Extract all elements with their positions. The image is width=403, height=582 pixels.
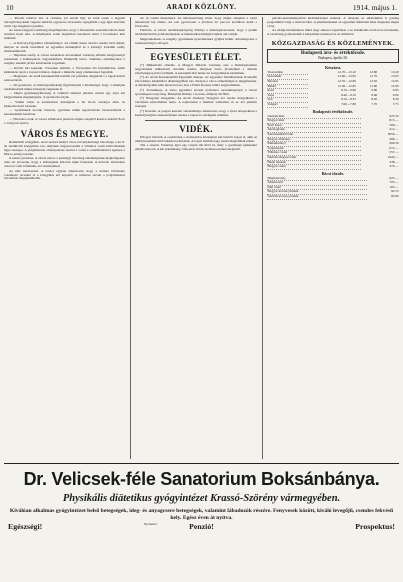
table-cell: 7.60—7.80: [341, 101, 356, 106]
news-paragraph: Az ülés határozatai. A tanács egyben elhatározta, hogy a kórház bővítésére vonatkozó terveket is a közgyűlés elé terjeszti. A részletes tervek a polgármesteri hivatalban megtekinthetők.: [4, 168, 125, 181]
table-cell: 13.20: [391, 70, 399, 75]
news-paragraph: — Megjelent. Az aradi kereskedelmi testület évi jelentése megjelent s a tagok között szétosztották.: [4, 74, 125, 83]
column-3: [267, 17, 399, 459]
table-cell: 669.50: [389, 141, 399, 146]
table-cell: Államvasút: [267, 181, 367, 186]
news-paragraph: — Népzenei estély. A városi zeneiskola növendékei vasárnap délután hangversenyt rendeznek a Kultúrpalota nagytermében. Belépődíj nincs, önkéntes adományokat a szegény tanulók javára köszönettel fogadnak.: [4, 53, 125, 66]
table-cell: 13.05: [391, 74, 399, 79]
printer-mark: Nyomatott: [144, 522, 157, 526]
table-cell: 557.—: [389, 150, 399, 155]
news-paragraph: (*) Tornaünnep. A torna egyesület tavaszi nyilvános tornaünnepélyét a városi sporttelepen tartja meg. Belépődíj ülőhely 1 korona, állóhely 40 fillér.: [135, 87, 257, 96]
table-cell: 82.55: [391, 189, 399, 194]
table-cell: 703.—: [389, 180, 399, 185]
news-paragraph: (*) Műkedvelő előadás. A Magyar Dalárda vasárnap este a Kultúrpalotában nagyszabású műkedvelő előadást rendez, melynek tiszta jövedelmét a dalárda zászlóalapja javára fordítják. A szereplők már hetek óta szorgalmasan készülnek.: [135, 62, 257, 75]
news-paragraph: Az eddigi kirándulások mind nagy sikerrel végződtek, s az érdeklődés évről-évre növekszik. A vezetőség gondoskodik a kényelmes utazásról és az ellátásról.: [267, 28, 399, 37]
ad-footer-left: Egészségi!: [8, 522, 43, 531]
vienna-row: [267, 195, 399, 200]
table-cell: Pestvidéki: [267, 75, 308, 80]
ad-subtitle: Physikális diätetikus gyógyintézet Krassó-Szörény vármegyében.: [62, 493, 341, 504]
table-cell: 12.95: [391, 79, 399, 83]
news-paragraph: Elfogott betörők. A csendőrség a szomszédos községben két betörőt fogott el, akik az utóbbi hetekben több lakásba behatoltak. A lopott holmik nagy részét megtalálták náluk.: [135, 134, 257, 143]
table-cell: Tiszavidéki: [267, 71, 308, 75]
stock-row: [267, 165, 399, 170]
news-paragraph: Tűz a tanyán. Vasárnap éjjel egy tanyán tűz ütött ki, mely a gazdasági épületeket elhamvasztotta. A kár jelentékeny, biztosítás révén azonban részben megtérül.: [135, 143, 257, 152]
table-cell: Pesti hazai: [267, 123, 361, 128]
grain-row: [267, 102, 399, 107]
table-cell: Magyar hitel: [267, 119, 361, 124]
table-cell: Magyar korona járadék: [267, 190, 367, 195]
table-cell: Magyar általános: [267, 137, 361, 142]
news-paragraph: — Pécsett rablóvá lett. A csöndes, jól nevelt ifjú, ki évek során a legjobb bizonyítványokkal végezte iskoláit, egyszerre elvesztette nyugalmát s egy éjjel álarcban rátört egy magányos gazdára.: [4, 17, 125, 28]
table-cell: 12.80: [369, 70, 378, 75]
table-cell: 12.55—12.90: [337, 79, 356, 83]
ad-footer-row: [8, 522, 395, 540]
table-cell: 438.—: [389, 159, 399, 164]
exchange-box: [267, 49, 399, 63]
table-cell: Árpa: [267, 93, 308, 98]
table-cell: Osztrák korona járadék: [267, 195, 367, 200]
news-paragraph: — Kiváló hírt kaptunk. Városunk szülötte, a fővárosban élő festőművész, ismét kitüntetést nyert a tavaszi tárlaton. Képeit a műértők nagy elismeréssel fogadták.: [4, 65, 125, 74]
page-number: 10: [6, 3, 14, 12]
table-cell: Salgótarjáni: [267, 146, 361, 151]
table-cell: Jelzálogbank: [267, 128, 361, 133]
column-2-section1-paragraphs: [135, 64, 257, 118]
table-cell: 12.65: [369, 79, 378, 83]
table-cell: 672.—: [389, 145, 399, 150]
section-title-egyesuleti: EGYESÜLETI ÉLET.: [150, 51, 242, 62]
section-title-videk: VIDÉK.: [179, 123, 213, 134]
section-title-varos: VÁROS ÉS MEGYE.: [20, 128, 109, 139]
table-cell: Tengeri: [267, 102, 308, 107]
table-cell: 3950.—: [387, 131, 399, 136]
table-cell: Magyar cukor: [267, 165, 361, 170]
table-cell: 12.50—12.85: [337, 83, 356, 88]
newspaper-title: ARADI KÖZLÖNY.: [166, 3, 237, 11]
exchange-box-title: Budapesti áru- és értéktőzsde.: [300, 51, 366, 57]
table-cell: 566.—: [389, 122, 399, 127]
table-cell: 8.30: [392, 97, 399, 102]
table-cell: Rimamurányi: [267, 142, 361, 147]
stock-price-table: [267, 115, 399, 170]
column-2-section2-paragraphs: [135, 136, 257, 152]
table-cell: 412.—: [389, 127, 399, 132]
divider: [145, 120, 247, 121]
column-1: [4, 17, 125, 459]
table-cell: 498.—: [389, 136, 399, 141]
news-paragraph: A tanács javaslata. A városi tanács a pénzügyi bizottság véleményének meghallgatása után azt javasolja, hogy a költségeket kölcsön útján fedezzék. A kölcsön törlesztése ötven év alatt történnék, évi részletekben.: [4, 156, 125, 169]
table-cell: 8.40—9.10: [341, 92, 356, 97]
news-paragraph: Felhívás. A városi rendőrkapitányság felhívja a háztulajdonosokat, hogy a járdák tisztántartásáról gondoskodjanak. A mulasztókat kihágási eljárás alá vonják.: [135, 28, 257, 37]
table-cell: 12.70—13.10: [337, 70, 356, 75]
ad-description: Kiválóan alkalmas gyógyintézet belső betegségek, ideg- és anyagcsere betegségek, valamint lábadozók részére. Fenyvesek között, kiváló levegőjű, csendes fekvésű hely. Egész éven át nyitva.: [9, 508, 394, 521]
exchange-box-dateline: Budapest, április 30.: [318, 56, 348, 61]
ad-footer-center: Penzió!: [189, 522, 214, 531]
column-divider: [130, 17, 131, 459]
table-cell: 9.00: [392, 92, 399, 97]
table-cell: Bánáti: [267, 84, 308, 89]
table-cell: 103.—: [389, 184, 399, 189]
table-cell: 82.60: [391, 194, 399, 199]
table-cell: Kereskedelmi bank: [267, 132, 361, 137]
table-cell: 8.60: [371, 92, 378, 97]
column-1-section-paragraphs: [4, 141, 125, 182]
table-cell: Villamos vasút: [267, 151, 361, 156]
table-cell: 1924.—: [387, 154, 399, 159]
ad-headline: Dr. Velicsek-féle Sanatorium Boksánbánya.: [23, 469, 380, 489]
table-cell: 270.—: [389, 164, 399, 169]
column-2: [135, 17, 257, 459]
grain-table-heading: Készáru.: [325, 65, 341, 71]
table-cell: Zab: [267, 98, 308, 103]
grain-price-table: [267, 71, 399, 108]
table-cell: 9.80: [371, 88, 378, 93]
table-cell: 8.20: [371, 97, 378, 102]
table-cell: 9.70—9.90: [341, 88, 356, 93]
divider: [145, 48, 247, 49]
table-cell: 815.—: [389, 118, 399, 123]
newspaper-page: [4, 3, 399, 579]
table-cell: 9.95: [392, 88, 399, 93]
column-2-paragraphs: [135, 17, 257, 46]
column-3-paragraphs: [267, 17, 399, 37]
news-paragraph: — Vidéki vásár. A szomszédos községben e hó 10-én országos állat- és kirakodóvásárt tartanak.: [4, 99, 125, 108]
table-cell: Osztrák hitel: [267, 115, 361, 119]
table-cell: 623.—: [389, 175, 399, 180]
news-paragraph: — A Kölcsey-Egyesület választmánya. Az elmúlt héten tartotta rendes havi ülését, melyen az elnök beszámolt az egyesület munkájáról és a közelgő irodalmi estély előkészületeiről.: [4, 40, 125, 53]
news-paragraph: — Dupla gyermekgyilkosság. A vidékről érkezett jelentés szerint egy anya két kisgyermekét megmérgezte. A nyomozás folyik.: [4, 91, 125, 100]
news-paragraph: palotás-szerzeményeiből kirándulásokat tesznek. A társaság ez alkalommal is gazdag programmal várja a résztvevőket. A jelentkezéseket az egyesület titkáránál lehet megtenni május 10-ig.: [267, 17, 399, 28]
sanatorium-advertisement: [4, 463, 399, 580]
news-paragraph: — Gyermekek kocsik, bútorok, gyermek ruhák legolcsóbban beszerezhetők a kereskedelmi bazárban.: [4, 108, 125, 117]
table-cell: 8.10—8.35: [341, 97, 356, 102]
column-divider: [262, 17, 263, 459]
vienna-table-heading: Bécsi tőzsde.: [321, 171, 345, 177]
table-cell: 7.75: [392, 101, 399, 106]
table-cell: Hitelrészvény: [267, 177, 367, 181]
news-paragraph: (*) Nőegyleti közgyűlés. Az Aradi Jótékony Nőegylet évi rendes közgyűlését a városháza kistermében tartja. A napirenden a tisztikar választása és az évi jelentés szerepel.: [135, 96, 257, 109]
table-cell: Hazai takarék: [267, 160, 361, 165]
news-paragraph: Az esetet tárgyaló rendőrség megállapította, hogy a fiatalember szerelmi bánata miatt tévedett ilyen útra. A kihallgatás során megtörten beismerte tettét s bocsánatot kért szüleitől.: [4, 28, 125, 41]
stock-table-heading: Budapesti értéktőzsde.: [312, 109, 354, 115]
table-cell: 623.50: [389, 113, 399, 118]
table-cell: 12.90: [391, 83, 399, 88]
table-cell: Osztrák-magyar bank: [267, 155, 361, 160]
news-paragraph: (*) Az Aradi Kereskedelmi Egyesület ünnepe. Az egyesület fennállásának ötvenedik évfordulója alkalmából díszközgyűlést tart, melyen a város előkelőségei is megjelennek. A díszközgyűlés után társasvacsora lesz a Fehér Kereszt szálló nagytermében.: [135, 75, 257, 88]
table-cell: Bácskai: [267, 80, 308, 85]
table-cell: 12.70: [369, 74, 378, 79]
table-cell: Déli vasút: [267, 185, 367, 190]
vienna-price-table: [267, 177, 399, 200]
news-paragraph: Megrendelések. A szegény gyermekek nyaraltatására gyűjtés indult. Adományokat a szerkesztőség is elfogad.: [135, 36, 257, 45]
column-1-paragraphs: [4, 17, 125, 126]
section-title-kozgazdasag: KÖZGAZDASÁG ÉS KÖZLEMÉNYEK.: [271, 40, 395, 48]
table-cell: 12.60—12.95: [337, 74, 356, 79]
news-paragraph: Rendkívüli közgyűlés. Arad szabad királyi város törvényhatósági bizottsága e hó 6-án rendkívüli közgyűlést tart, melynek tárgysorozatán a villamos vasút kibővítésének ügye szerepel. A polgármester előterjesztése szerint a vonal a vasútállomástól egészen a Maros-partig vezetne.: [4, 139, 125, 156]
table-cell: 7.70: [371, 101, 378, 106]
news-paragraph: — Sír-gondozás. A temetőgondnokság figyelmezteti a közönséget, hogy a sírhelyek rendbehozását május közepéig végezzék el.: [4, 82, 125, 91]
news-paragraph: Az új vasúti menetrend. Az üzletvezetőség közli, hogy május elsejétől a nyári menetrend lép életbe. Az esti gyorsvonat a jövőben tíz perccel korábban indul a fővárosba.: [135, 17, 257, 28]
news-paragraph: (*) Kaszinó. A polgári kaszinó választmánya elhatározta, hogy a nyári hónapokban a kerthelyiségben zeneestélyeket rendez a tagok és vendégeik számára.: [135, 108, 257, 117]
page-header: [4, 3, 399, 15]
ad-footer-right: Prospektus!: [355, 522, 395, 531]
issue-date: 1914. május 1.: [352, 3, 397, 12]
table-cell: 12.60: [369, 83, 378, 88]
table-cell: Rozs: [267, 89, 308, 94]
news-paragraph: — Hivatalos órák. A városi adóhivatal pénztára május elsejétől kezdve délelőtt 8-tól 1 óráig tart nyitva.: [4, 116, 125, 125]
